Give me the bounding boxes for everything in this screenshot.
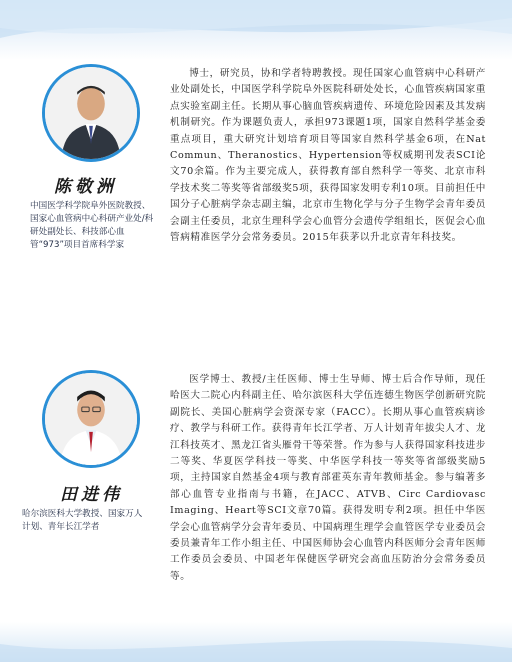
person-name: 田进伟 (60, 485, 123, 505)
person-name: 陈敬洲 (54, 177, 117, 197)
person-biography: 博士，研究员，协和学者特聘教授。现任国家心血管病中心科研产业处副处长，中国医学科学院阜外医院科研处处长，心血管疾病国家重点实验室副主任。长期从事心脑血管疾病遗传、环境危险因素及其发病机制研究。作为课题负责人，承担973课题1项，国家自然科学基金委重点项目，重大研究计划培育项目等国家自然科学基金6项，在Nat Commun、Theranostics、Hypertension等权威期刊发表SCI论文70余篇。作为主要完成人，获得教育部自然科学一等奖、北京市科学技术奖二等奖等省部级奖5项，获得国家发明专利10项。目前担任中国分子心脏病学杂志副主编，北京市生物化学与分子生物学会青年委员会副主任委员，北京生理科学会心血管分会遗传学组组长，医促会心血管病精准医学分会常务委员。2015年获茅以升北京青年科技奖。 (170, 68, 487, 244)
avatar (42, 370, 140, 468)
person-affiliation: 中国医学科学院阜外医院教授、国家心血管病中心科研产业处/科研处副处长、科技部心血管“973”项目首席科学家 (30, 201, 154, 250)
avatar (42, 64, 140, 162)
top-wave-decoration (0, 0, 512, 60)
bottom-wave-decoration (0, 622, 512, 662)
person-affiliation: 哈尔滨医科大学教授、国家万人计划、青年长江学者 (22, 509, 143, 532)
person-biography: 医学博士、教授/主任医师、博士生导师、博士后合作导师，现任哈医大二院心内科副主任、哈尔滨医科大学伍连德生物医学创新研究院副院长、美国心脏病学会资深专家（FACC）。长期从事心血管疾病诊疗、教学与科研工作。获得青年长江学者、万人计划青年拔尖人才、龙江科技英才、黑龙江省头雁骨干等荣誉。作为参与人获得国家科技进步二等奖、华夏医学科技一等奖、中华医学科技一等奖等省部级奖励5项，主持国家自然基金4项与教育部霍英东青年教师基金。参与编著多部心血管专业指南与书籍，在JACC、ATVB、Circ Cardiovasc Imaging、Heart等SCI文章70篇。获得发明专利2项。担任中华医学会心血管病学分会青年委员、中国病理生理学会血管医学专业委员会委员兼青年工作小组主任、中国医师协会心血管内科医师分会青年医师工作委员会委员、中国老年保健医学研究会高血压防治分会常务委员等。 (170, 374, 487, 582)
